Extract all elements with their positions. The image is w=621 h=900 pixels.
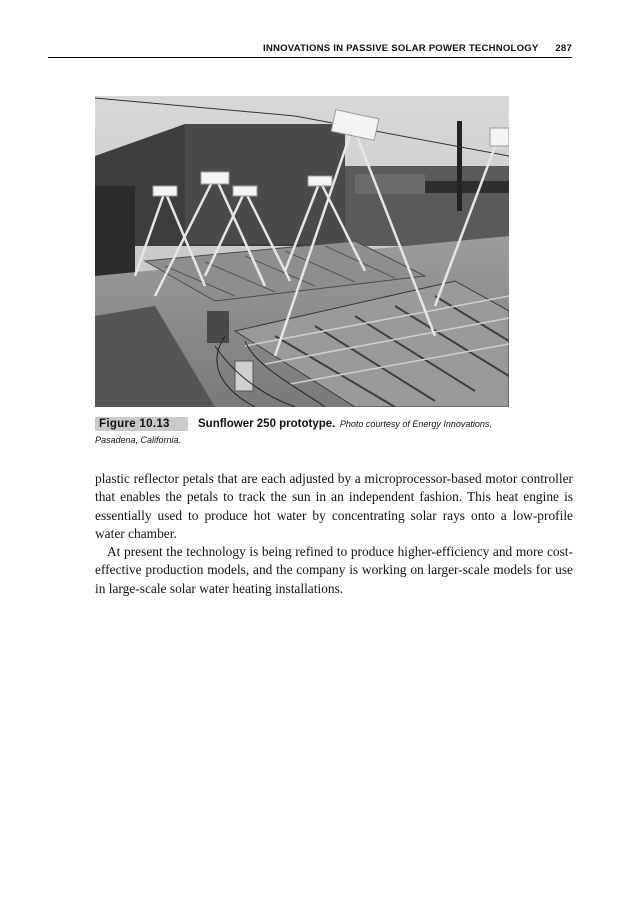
paragraph: plastic reflector petals that are each adjusted by a microprocessor-based motor controller that enables the petals to track the sun in an independent fashion. This heat engine is essentially used to produce hot water by concentrating solar rays onto a low-profile water chamber. (95, 471, 573, 541)
running-head (48, 43, 572, 58)
figure-caption (95, 414, 535, 445)
figure-title: Sunflower 250 prototype. (198, 418, 336, 430)
paragraph: At present the technology is being refined to produce higher-efficiency and more cost-effective production models, and the company is working on larger-scale models for use in large-scale solar water heating installations. (95, 544, 573, 596)
body-text (95, 470, 573, 598)
figure-credit-continued: Pasadena, California. (95, 435, 182, 445)
figure-credit: Photo courtesy of Energy Innovations, (339, 419, 492, 429)
running-title: INNOVATIONS IN PASSIVE SOLAR POWER TECHNOLOGY (263, 43, 539, 54)
figure-photo (95, 96, 509, 407)
figure-label: Figure 10.13 (95, 417, 188, 431)
page-number: 287 (555, 43, 572, 54)
sunflower-prototype-photo (95, 96, 509, 407)
